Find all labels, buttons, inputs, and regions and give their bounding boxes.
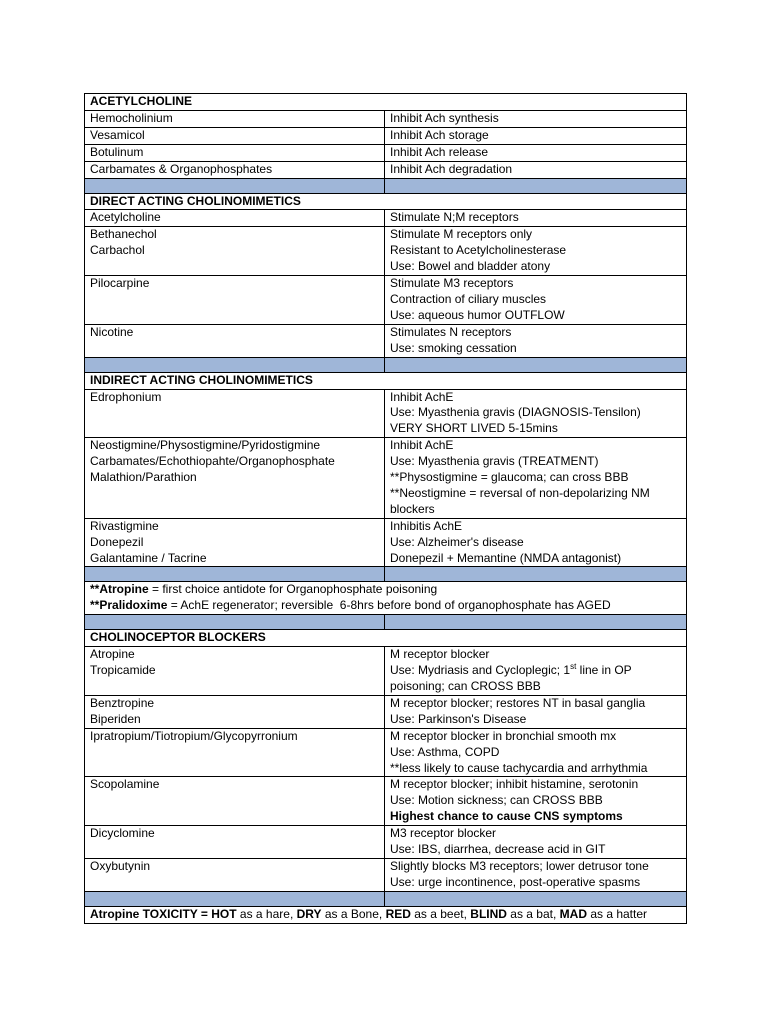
- drug-cell: Rivastigmine Donepezil Galantamine / Tacrine: [85, 518, 385, 567]
- effect-cell: M receptor blocker; restores NT in basal ganglia Use: Parkinson's Disease: [385, 695, 687, 728]
- spacer-cell: [385, 615, 687, 630]
- effect-cell: Stimulate M receptors only Resistant to Acetylcholinesterase Use: Bowel and bladder atony: [385, 227, 687, 276]
- drug-cell: Nicotine: [85, 324, 385, 357]
- effect-cell: Inhibit Ach degradation: [385, 161, 687, 178]
- drug-cell: Carbamates & Organophosphates: [85, 161, 385, 178]
- effect-text: M receptor blocker Use: Mydriasis and Cycloplegic; 1: [390, 647, 571, 678]
- effect-text: line in OP poisoning; can CROSS BBB: [390, 663, 632, 693]
- drug-cell: Dicyclomine: [85, 826, 385, 859]
- spacer-cell: [385, 178, 687, 193]
- section-header: [85, 193, 687, 210]
- drug-cell: Ipratropium/Tiotropium/Glycopyrronium: [85, 728, 385, 777]
- table-row: [85, 728, 687, 777]
- toxicity-text: as a Bone,: [321, 906, 386, 921]
- toxicity-text: as a bat,: [506, 906, 560, 921]
- drug-cell: Bethanechol Carbachol: [85, 227, 385, 276]
- spacer-cell: [85, 567, 385, 582]
- drug-cell: Botulinum: [85, 144, 385, 161]
- spacer-row: [85, 567, 687, 582]
- drug-cell: Edrophonium: [85, 389, 385, 438]
- effect-cell: M receptor blocker in bronchial smooth mx Use: Asthma, COPD **less likely to cause tachycardia and arrhythmia: [385, 728, 687, 777]
- drug-cell: Benztropine Biperiden: [85, 695, 385, 728]
- drug-cell: Vesamicol: [85, 127, 385, 144]
- toxicity-bold: RED: [385, 906, 411, 921]
- pralidoxime-label: **Pralidoxime: [90, 598, 168, 613]
- toxicity-bold: BLIND: [470, 906, 507, 921]
- effect-cell: Inhibit Ach synthesis: [385, 110, 687, 127]
- pharmacology-table: [84, 93, 687, 924]
- table-row: [85, 127, 687, 144]
- effect-cell: Stimulates N receptors Use: smoking cessation: [385, 324, 687, 357]
- spacer-cell: [385, 357, 687, 372]
- toxicity-text: as a beet,: [410, 906, 471, 921]
- section-header: [85, 372, 687, 389]
- spacer-row: [85, 615, 687, 630]
- table-row: [85, 161, 687, 178]
- effect-cell: Inhibit Ach release: [385, 144, 687, 161]
- table-row: [85, 276, 687, 325]
- table-row: [85, 826, 687, 859]
- effect-cell: [385, 647, 687, 696]
- effect-cell: M3 receptor blocker Use: IBS, diarrhea, decrease acid in GIT: [385, 826, 687, 859]
- toxicity-bold: Atropine TOXICITY = HOT: [90, 906, 237, 921]
- section-header: [85, 630, 687, 647]
- toxicity-bold: MAD: [559, 906, 587, 921]
- spacer-row: [85, 178, 687, 193]
- spacer-cell: [385, 891, 687, 906]
- toxicity-bold: DRY: [296, 906, 322, 921]
- table-row: [85, 324, 687, 357]
- effect-cell: Inhibit AchE Use: Myasthenia gravis (TREATMENT) **Physostigmine = glaucoma; can cross BBB **Neostigmine = reversal of non-depolarizing NM blockers: [385, 438, 687, 519]
- table-row: [85, 777, 687, 826]
- atropine-note: [90, 582, 686, 598]
- effect-cell: [385, 777, 687, 826]
- pralidoxime-text: = AchE regenerator; reversible 6-8hrs before bond of organophosphate has AGED: [167, 598, 611, 613]
- effect-cell: Inhibit Ach storage: [385, 127, 687, 144]
- section-title: CHOLINOCEPTOR BLOCKERS: [85, 630, 687, 647]
- effect-cell: Stimulate N;M receptors: [385, 210, 687, 227]
- spacer-cell: [85, 178, 385, 193]
- table-row: [85, 210, 687, 227]
- section-title: ACETYLCHOLINE: [85, 94, 687, 111]
- drug-cell: Neostigmine/Physostigmine/Pyridostigmine Carbamates/Echothiopahte/Organophosphate Malathion/Parathion: [85, 438, 385, 519]
- drug-cell: Oxybutynin: [85, 858, 385, 891]
- spacer-cell: [85, 891, 385, 906]
- effect-bold-text: Highest chance to cause CNS symptoms: [390, 809, 623, 824]
- spacer-cell: [385, 567, 687, 582]
- toxicity-text: as a hare,: [236, 906, 297, 921]
- drug-cell: Hemocholinium: [85, 110, 385, 127]
- effect-cell: Inhibitis AchE Use: Alzheimer's disease Donepezil + Memantine (NMDA antagonist): [385, 518, 687, 567]
- table-row: [85, 144, 687, 161]
- drug-cell: Scopolamine: [85, 777, 385, 826]
- drug-cell: Atropine Tropicamide: [85, 647, 385, 696]
- superscript: st: [570, 662, 577, 672]
- spacer-row: [85, 357, 687, 372]
- section-title: DIRECT ACTING CHOLINOMIMETICS: [85, 193, 687, 210]
- drug-cell: Acetylcholine: [85, 210, 385, 227]
- spacer-cell: [85, 357, 385, 372]
- effect-cell: Slightly blocks M3 receptors; lower detrusor tone Use: urge incontinence, post-operative spasms: [385, 858, 687, 891]
- drug-cell: Pilocarpine: [85, 276, 385, 325]
- antidote-note-row: [85, 582, 687, 615]
- toxicity-text: as a hatter: [586, 906, 648, 921]
- antidote-note: [85, 582, 687, 615]
- atropine-label: **Atropine: [90, 582, 149, 597]
- toxicity-note: [85, 906, 687, 923]
- spacer-cell: [85, 615, 385, 630]
- atropine-text: = first choice antidote for Organophosphate poisoning: [148, 582, 438, 597]
- table-row: [85, 227, 687, 276]
- table-row: [85, 518, 687, 567]
- section-header: [85, 94, 687, 111]
- effect-cell: Stimulate M3 receptors Contraction of ciliary muscles Use: aqueous humor OUTFLOW: [385, 276, 687, 325]
- effect-cell: Inhibit AchE Use: Myasthenia gravis (DIAGNOSIS-Tensilon) VERY SHORT LIVED 5-15mins: [385, 389, 687, 438]
- table-row: [85, 389, 687, 438]
- table-row: [85, 110, 687, 127]
- table-row: [85, 695, 687, 728]
- table-row: [85, 858, 687, 891]
- toxicity-row: [85, 906, 687, 923]
- spacer-row: [85, 891, 687, 906]
- section-title: INDIRECT ACTING CHOLINOMIMETICS: [85, 372, 687, 389]
- pralidoxime-note: [90, 598, 686, 614]
- table-row: [85, 438, 687, 519]
- effect-text: M receptor blocker; inhibit histamine, serotonin Use: Motion sickness; can CROSS BBB: [390, 777, 639, 808]
- table-row: [85, 647, 687, 696]
